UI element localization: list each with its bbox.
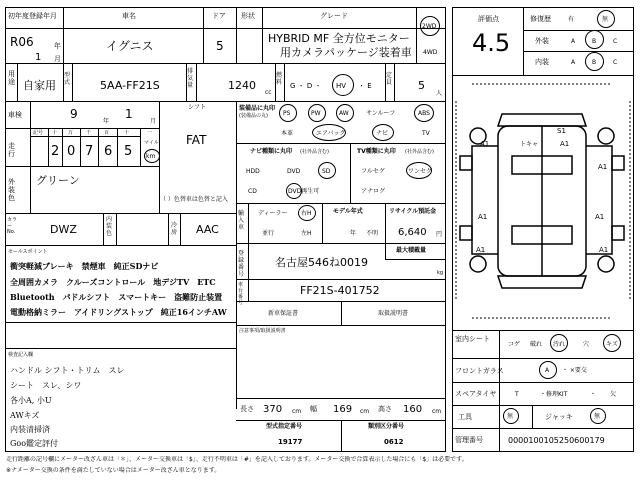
tv-analog: アナログ xyxy=(361,188,386,195)
spare-dot: ・ xyxy=(590,391,597,398)
seat-item-0: コゲ xyxy=(508,341,521,348)
ext-grade-b: B xyxy=(592,38,597,45)
diagram-a1-left-mid: A1 xyxy=(478,213,488,221)
equip-tv: TV xyxy=(422,130,430,137)
nav-type-title: ナビ種類に丸印 xyxy=(250,148,293,155)
inspection-month: 1 xyxy=(125,107,133,121)
tools-value: 無 xyxy=(507,413,514,420)
import-parallel: 並行 xyxy=(262,230,275,237)
recycle-value: 6,640 xyxy=(398,227,427,238)
mileage-digit-header-6: 一 xyxy=(147,130,153,136)
grade-label: グレード xyxy=(320,12,348,20)
usage-label: 用途 xyxy=(8,70,15,86)
spare-kit: ・修理KIT xyxy=(540,391,568,398)
mileage-digit-2: 0 xyxy=(67,144,76,159)
tools-label: 工具 xyxy=(458,413,472,421)
registration-value: 名古屋546ね0019 xyxy=(275,256,368,269)
exterior-note: （ ）色替車は色替と記入 xyxy=(160,196,228,203)
footer-line-2: ※ナメーター交換の条件を満たしていない場合はメーター改ざん車となります。 xyxy=(6,467,221,474)
mgmt-value: 0000100105250600179 xyxy=(508,436,605,445)
model-year-unit: 年 xyxy=(350,230,357,237)
color-value: DWZ xyxy=(50,223,77,236)
interior-color-label: 内装色 xyxy=(106,216,113,237)
class-label: 類別区分番号 xyxy=(368,423,405,430)
equip-abs: ABS xyxy=(418,110,430,117)
km-label: km xyxy=(146,153,156,160)
usage-value: 自家用 xyxy=(23,79,56,92)
jack-value: 無 xyxy=(594,413,601,420)
width-unit: cm xyxy=(360,408,370,415)
model-year-label: モデル年式 xyxy=(333,208,363,215)
seat-item-3: 穴 xyxy=(583,341,590,348)
mileage-digit-header-1: 十 xyxy=(52,130,58,136)
notes-line-1: シート スレ、シワ xyxy=(10,381,82,390)
nav-dvd: DVD xyxy=(287,168,301,175)
manual-label: 取扱説明書 xyxy=(378,310,409,317)
repair-label: 修復歴 xyxy=(530,15,551,23)
displacement-label: 排気量 xyxy=(187,68,194,89)
spare-label: スペアタイヤ xyxy=(455,390,497,398)
inspection-month-unit: 月 xyxy=(150,118,157,125)
diagram-a1-right: A1 xyxy=(598,163,608,171)
grade-line1: HYBRID MF 全方位モニター xyxy=(268,32,410,45)
mgmt-label: 管理番号 xyxy=(455,436,483,444)
equip-sunroof: サンルーフ xyxy=(366,110,396,117)
exterior-label: 外装色 xyxy=(8,178,15,202)
seat-item-4: キズ xyxy=(606,341,618,348)
model-year-unknown: 不明 xyxy=(366,230,379,237)
import-left-hand: 左H xyxy=(301,230,312,237)
first-reg-label: 初年度登録年月 xyxy=(8,12,57,20)
height-label: 高さ xyxy=(378,405,392,413)
chassis-value: FF21S-401752 xyxy=(300,284,380,297)
seat-item-1: 破れ xyxy=(530,341,543,348)
inspection-label: 車検 xyxy=(8,111,22,119)
notes-label: 検査記入欄 xyxy=(8,352,34,358)
windshield-label: フロントガラス xyxy=(455,367,504,375)
drive-4wd-text: 4WD xyxy=(423,49,438,56)
diagram-a1-front-left: A1 xyxy=(480,140,490,148)
first-reg-month: 1 xyxy=(35,52,42,63)
diagram-a1-center: A1 xyxy=(560,140,570,148)
int-grade-b: B xyxy=(592,59,597,66)
nav-sd: SD xyxy=(322,168,331,175)
int-grade-a: A xyxy=(571,59,576,66)
nav-hdd: HDD xyxy=(246,168,260,175)
drive-2wd-text: 2WD xyxy=(422,23,437,30)
spare-missing: 欠 xyxy=(610,391,617,398)
score-value: 4.5 xyxy=(472,29,511,57)
first-reg-value: R06 xyxy=(10,35,34,49)
sales-point-line-0: 衝突軽減ブレーキ 禁煙車 純正SDナビ xyxy=(10,261,159,271)
model-value: 5AA-FF21S xyxy=(100,79,160,92)
diagram-a1-right-mid: A1 xyxy=(595,213,605,221)
diagram-a1-rear-left: A1 xyxy=(476,246,486,254)
import-dealer: ディーラー xyxy=(258,210,288,217)
model-cat-value: 19177 xyxy=(278,438,303,446)
notes-line-0: ハンドル シフト・トリム スレ xyxy=(10,366,125,375)
diagram-taken: トキャ xyxy=(520,141,539,148)
interior-grade-label: 内装 xyxy=(535,58,549,66)
chassis-label: 車台番号 xyxy=(238,282,244,306)
spare-t: T xyxy=(515,391,519,398)
repair-no: 無 xyxy=(602,16,609,23)
equip-aw: AW xyxy=(339,110,349,117)
shape-label: 形状 xyxy=(241,12,255,20)
model-cat-label: 型式指定番号 xyxy=(266,423,303,430)
footer-line-1: 走行距離の記号欄にメーター改ざん車は「＊」、メーター交換車は「$」、走行不明車は「#」を記入しております。メーター交換で合算表示した場合にも「$」は必要です。 xyxy=(6,456,468,463)
nav-dvdplay: DVD再生可 xyxy=(288,188,320,195)
equip-leather: 本革 xyxy=(281,130,294,137)
sales-point-line-1: 全周囲カメラ クルーズコントロール 地デジTV ETC xyxy=(10,277,216,287)
shift-value: FAT xyxy=(186,133,207,147)
import-right-hand: 右H xyxy=(301,210,312,217)
length-value: 370 xyxy=(263,404,283,415)
first-reg-month-unit: 月 xyxy=(54,55,61,63)
exterior-value: グリーン xyxy=(36,174,80,187)
int-grade-c: C xyxy=(613,59,618,66)
car-damage-diagram xyxy=(452,76,634,326)
sales-point-line-2: Bluetooth パドルシフト スマートキー 盗難防止装置 xyxy=(10,292,223,302)
mileage-digit-3: 7 xyxy=(85,144,94,159)
width-value: 169 xyxy=(333,404,353,415)
capacity-label: 定員 xyxy=(386,72,393,86)
mileage-digit-header-0: 記号 xyxy=(33,130,44,136)
diagram-s1: S1 xyxy=(557,127,566,135)
ext-grade-c: C xyxy=(613,38,618,45)
ac-value: AAC xyxy=(196,223,219,236)
model-label: 型式 xyxy=(64,72,71,86)
height-value: 160 xyxy=(403,404,423,415)
tv-type-note: (社外品含む) xyxy=(405,149,434,155)
fuel-hv: HV xyxy=(336,82,347,90)
mileage-digit-header-3: 千 xyxy=(86,130,92,136)
length-label: 長さ xyxy=(240,405,254,413)
nav-type-note: (社外品含む) xyxy=(300,149,329,155)
fuel-label: 燃料 xyxy=(276,72,283,86)
exterior-grade-label: 外装 xyxy=(535,37,549,45)
diagram-a1-rear-right: A1 xyxy=(599,246,609,254)
width-label: 幅 xyxy=(310,405,317,413)
equipment-subtitle: (装備品の丸) xyxy=(239,113,268,119)
tv-type-title: TV種類に丸印 xyxy=(357,148,396,155)
first-reg-year-unit: 年 xyxy=(54,42,61,50)
import-label: 輸入車 xyxy=(238,210,245,231)
mileage-digit-header-5: 十 xyxy=(124,130,130,136)
mileage-digit-header-2: 万 xyxy=(68,130,74,136)
notes-line-5: Goo鑑定評付 xyxy=(10,439,59,448)
capacity-value: 5 xyxy=(418,79,425,92)
displacement-unit: cc xyxy=(265,89,272,96)
car-name-label: 車名 xyxy=(122,12,136,20)
sales-point-line-3: 電動格納ミラー アイドリングストップ 純正16インチAW xyxy=(10,307,227,317)
registration-label: 登録番号 xyxy=(238,250,245,278)
notes-line-2: 各小A, 小U xyxy=(10,396,52,405)
repair-yes: 有 xyxy=(568,16,575,23)
ac-label: 冷房 xyxy=(171,222,178,236)
sales-points-label: セールスポイント xyxy=(8,249,48,255)
height-unit: cm xyxy=(432,408,442,415)
doors-value: 5 xyxy=(216,39,224,53)
score-label: 評価点 xyxy=(478,15,499,23)
equip-airbag: エアバック xyxy=(316,130,346,137)
mileage-label: 走行 xyxy=(8,142,15,158)
windshield-a: A xyxy=(545,367,550,374)
max-load-label: 最大積載量 xyxy=(396,247,427,254)
color-label: カラー No. xyxy=(7,217,18,235)
nav-cd: CD xyxy=(248,188,257,195)
mileage-digit-4: 6 xyxy=(104,144,113,159)
tv-fullseg: フルセグ xyxy=(361,168,385,175)
tv-oneseg: ワンセグ xyxy=(408,168,433,175)
car-name-value: イグニス xyxy=(106,39,154,53)
inspection-year-unit: 年 xyxy=(103,118,110,125)
equip-nav: ナビ xyxy=(376,130,389,137)
mileage-digit-5: 5 xyxy=(124,144,133,159)
warranty-label: 新車保証書 xyxy=(268,310,299,317)
shift-label: シフト xyxy=(188,104,207,111)
windshield-replace: ・ ×要交 xyxy=(562,367,587,374)
fuel-options: G ・ D ・ xyxy=(290,82,322,90)
seat-label: 室内シート xyxy=(455,335,490,343)
notes-line-4: 内装清掃済 xyxy=(10,425,50,434)
displacement-value: 1240 xyxy=(228,79,256,92)
grade-line2: 用カメラパッケージ装着車 xyxy=(280,46,412,59)
length-unit: cm xyxy=(292,408,302,415)
equip-ps: PS xyxy=(283,110,291,117)
recycle-unit: 円 xyxy=(436,231,443,238)
mile-label: マイル xyxy=(144,140,159,146)
max-load-unit: kg xyxy=(437,270,444,276)
doors-label: ドア xyxy=(212,12,226,20)
recycle-label: リサイクル預託金 xyxy=(389,208,437,215)
notes-line-3: AWキズ xyxy=(10,411,40,420)
ext-grade-a: A xyxy=(571,38,576,45)
equipment-title: 装備品に丸印 xyxy=(239,105,276,112)
seat-item-2: 汚れ xyxy=(553,341,566,348)
equip-pw: PW xyxy=(311,110,321,117)
jack-label: ジャッキ xyxy=(545,413,573,421)
capacity-unit: 人 xyxy=(436,90,443,97)
notes-box-label: 注意事項/取扱説明書 xyxy=(239,328,286,334)
mileage-digit-1: 2 xyxy=(51,144,60,159)
fuel-rest: ・ E xyxy=(358,82,372,90)
mileage-digit-header-4: 百 xyxy=(104,130,110,136)
class-value: 0612 xyxy=(384,438,404,446)
inspection-year: 9 xyxy=(70,107,78,121)
